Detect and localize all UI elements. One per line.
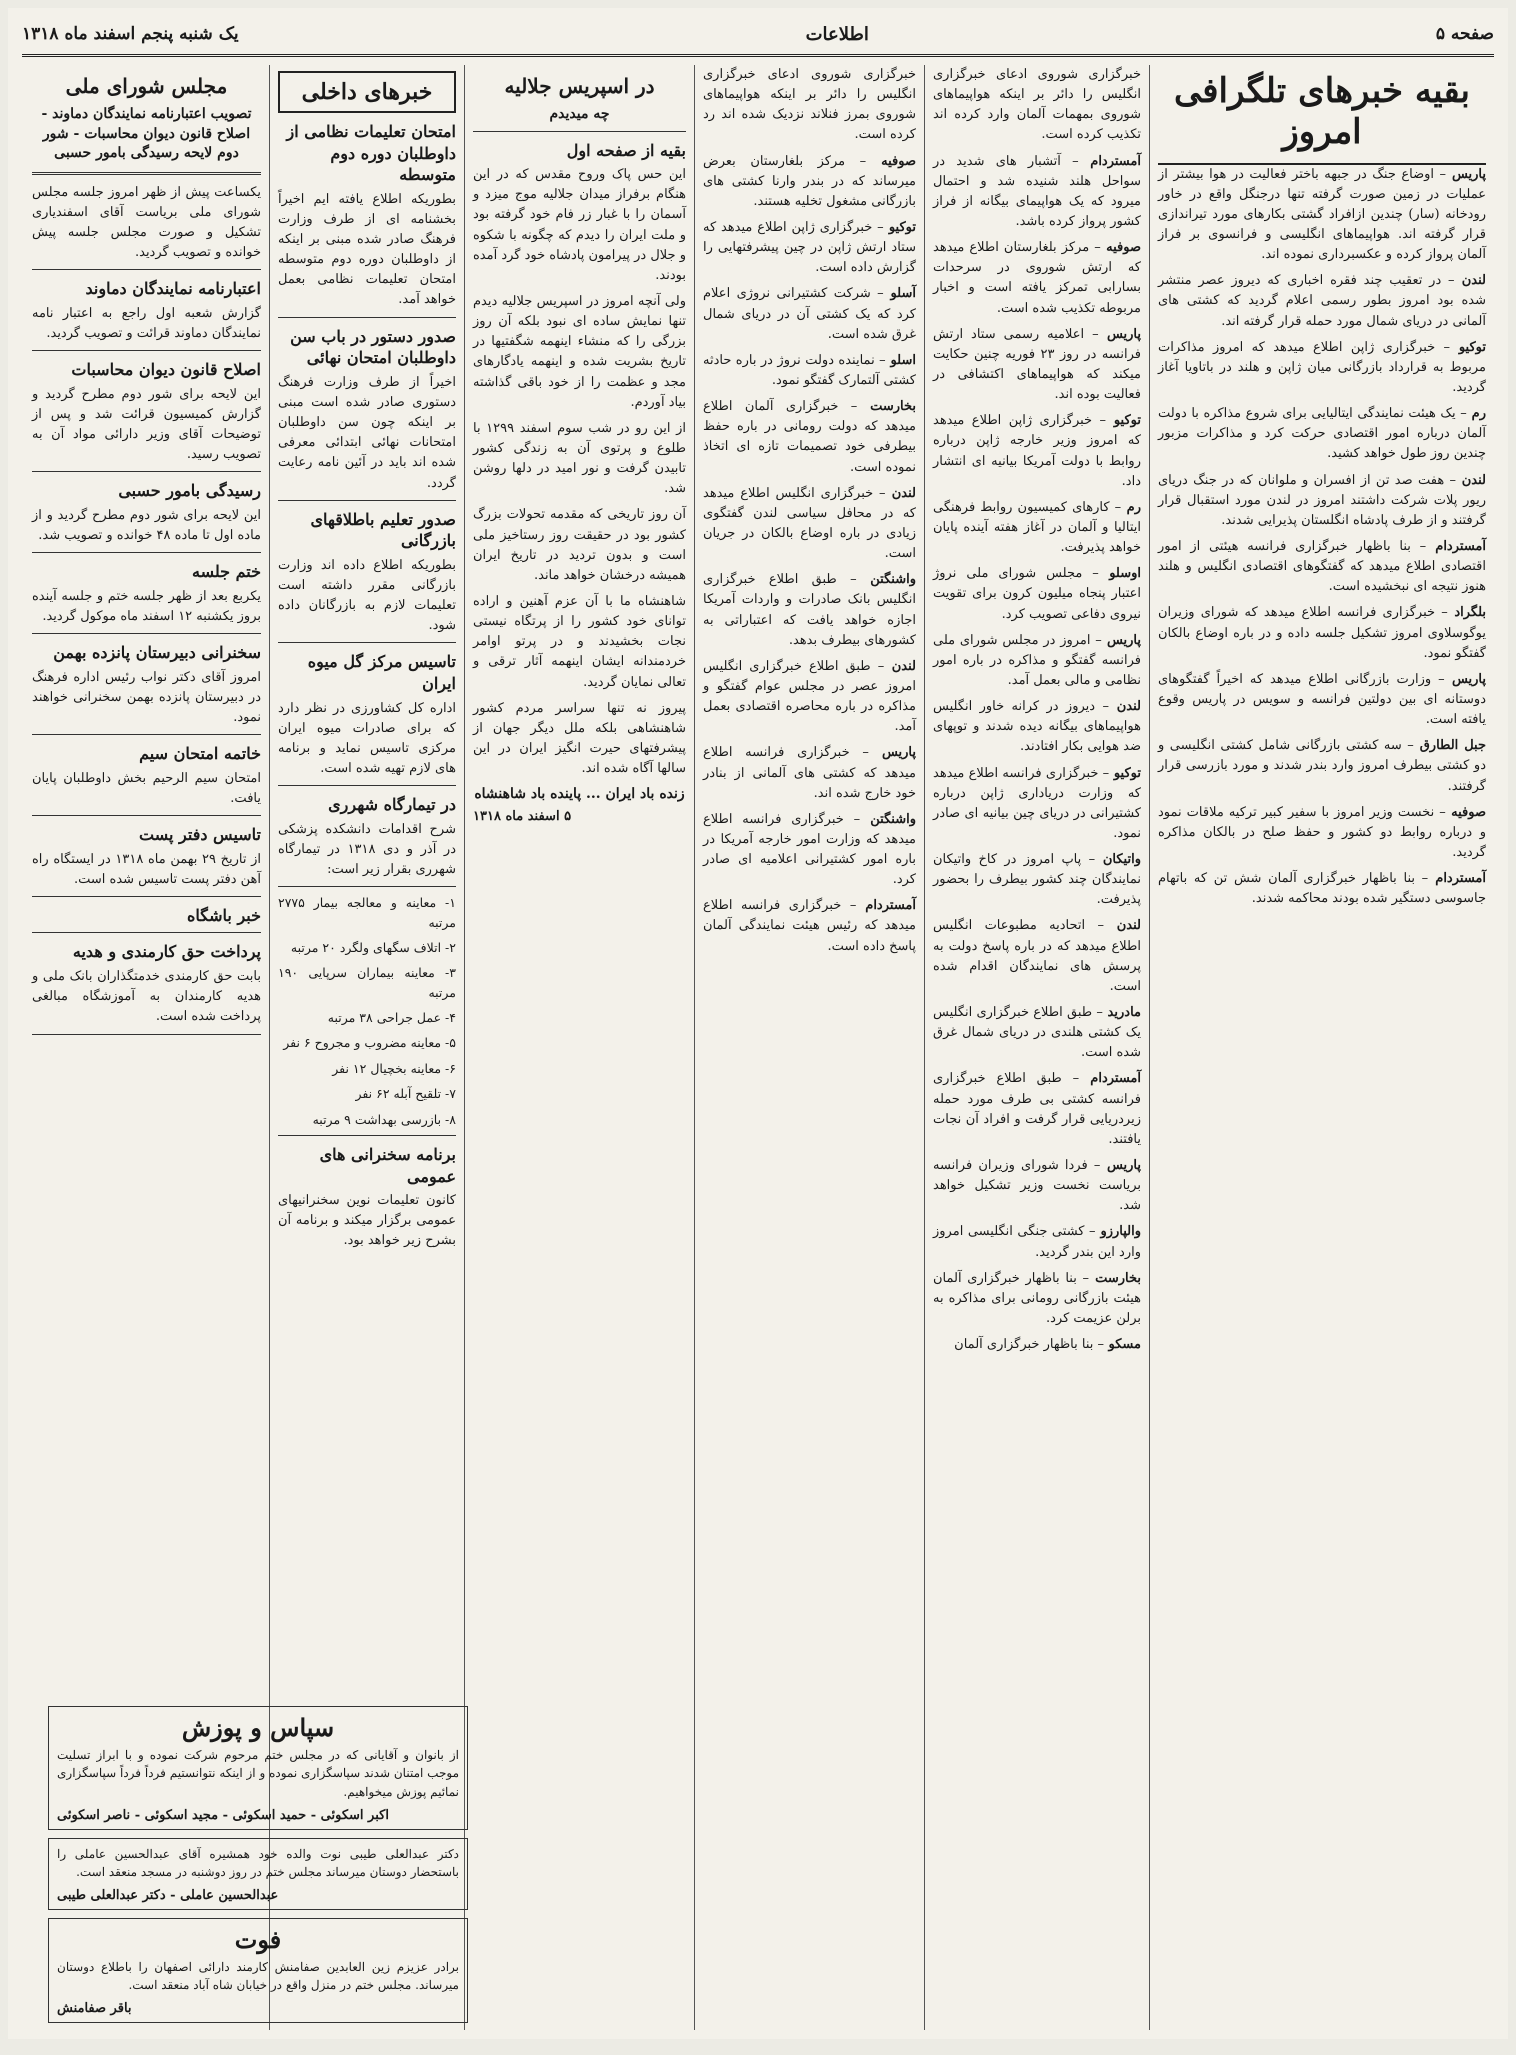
news-text: – اتحادیه مطبوعات انگلیس اطلاع میدهد که در باره پاسخ دولت به پرسش های نمایندگان اقدام شده است. bbox=[933, 918, 1141, 994]
news-text: – خبرگزاری فرانسه اطلاع میدهد که وزارت امور خارجه آمریکا در باره امور کشتیرانی اعلامیه ای صادر کرد. bbox=[703, 811, 916, 888]
news-text: – پاپ امروز در کاخ واتیکان نمایندگان چند کشور بیطرف را بحضور پذیرفت. bbox=[933, 852, 1141, 908]
news-text: – آتشبار های شدید در سواحل هلند شنیده شد و احتمال میرود که یک هواپیمای بیگانه از فراز کشور پرواز کرده باشد. bbox=[933, 153, 1141, 229]
news-item bbox=[933, 1335, 1141, 1355]
report-line: ۴- عمل جراحی ۳۸ مرتبه bbox=[327, 1010, 456, 1026]
dateline: صوفیه bbox=[1445, 804, 1486, 820]
news-text: – مرکز بلغارستان اطلاع میدهد که ارتش شوروی در سرحدات بسارابی تمرکز یافته است و اخبار مربوطه تکذیب شده است. bbox=[933, 240, 1141, 316]
news-item bbox=[933, 764, 1141, 845]
news-text: – اوضاع جنگ در جبهه باختر فعالیت در هوا بیشتر از عملیات در زمین صورت گرفته تنها درجنگل واقع در خاور رودخانه (سار) چندین ازافراد گشتی بکارهای مورد تیراندازی قرار گرفته اند. هواپیماهای انگلیسی و فرانسوی بر فراز آلمان پرواز کرده و عکسبرداری نموده اند. bbox=[1158, 166, 1486, 263]
news-item bbox=[703, 397, 916, 478]
news-text: – خبرگزاری فرانسه اطلاع میدهد که شورای وزیران یوگوسلاوی امروز تشکیل جلسه داده و در باره اوضاع بالکان گفتگو نمود. bbox=[1158, 605, 1486, 661]
editorial-title: در اسپریس جلالیه bbox=[504, 74, 655, 98]
section-text: اداره کل کشاورزی در نظر دارد که برای صادرات میوه ایران مرکزی تاسیس نماید و برنامه های لازم تهیه شده است. bbox=[278, 700, 456, 777]
notice-text: از بانوان و آقایانی که در مجلس ختم مرحوم شرکت نموده و با ابراز تسلیت موجب امتنان شدند سپاسگزاری نموده و از اینکه نتوانستیم فرداً فرداً سپاسگزاری نمائیم پوزش میخواهیم. bbox=[57, 1747, 459, 1800]
news-text: – شرکت کشتیرانی نروژی اعلام کرد که یک کشتی آن در دریای شمال غرق شده است. bbox=[703, 286, 916, 342]
section-text: اخیراً از طرف وزارت فرهنگ دستوری صادر شده است مبنی بر اینکه چون سن داوطلبان امتحانات نهائی ابتدائی معرفی شده اند باید در آئین نامه رعایت گردد. bbox=[278, 374, 456, 491]
section-text: از تاریخ ۲۹ بهمن ماه ۱۳۱۸ در ایستگاه راه آهن دفتر پست تاسیس شده است. bbox=[32, 851, 261, 887]
news-item bbox=[933, 1269, 1141, 1329]
divider bbox=[278, 886, 456, 887]
news-text: – امروز در مجلس شورای ملی فرانسه گفتگو و مذاکره در باره امور نظامی و مالی بعمل آمد. bbox=[933, 632, 1141, 688]
section-heading: پرداخت حق کارمندی و هدیه bbox=[72, 942, 261, 962]
column-news-2 bbox=[924, 65, 1149, 2030]
section-heading: صدور دستور در باب سن داوطلبان امتحان نهائی bbox=[290, 326, 456, 368]
news-text: – خبرگزاری فرانسه اطلاع میدهد که وزارت دریاداری ژاپن درباره کشتیرانی در دریای چین بیانیه ای صادر نمود. bbox=[933, 765, 1141, 841]
dateline: لندن bbox=[884, 658, 916, 674]
news-item bbox=[1158, 271, 1486, 331]
dateline: پاریس bbox=[1444, 671, 1486, 687]
news-text: – خبرگزاری ژاپن اطلاع میدهد که امروز مذاکرات مربوط به قرارداد بازرگانی میان ژاپن و هلند در باتاویا آغاز گردید. bbox=[1158, 339, 1486, 395]
news-item bbox=[933, 65, 1141, 146]
dateline: آمستردام bbox=[1079, 1071, 1141, 1087]
section-text: یکساعت پیش از ظهر امروز جلسه مجلس شورای ملی بریاست آقای اسفندیاری تشکیل و صورت مجلس جلسه پیش خوانده و تصویب گردید. bbox=[32, 184, 261, 261]
news-item bbox=[933, 1222, 1141, 1262]
news-items-3 bbox=[703, 65, 916, 957]
news-text: – سه کشتی بازرگانی شامل کشتی انگلیسی و دو کشتی بیطرف امروز وارد بندر شدند و مورد بازرسی قرار گرفتند. bbox=[1158, 738, 1486, 794]
news-text: – خبرگزاری فرانسه اطلاع میدهد که رئیس هیئت نمایندگی آلمان پاسخ داده است. bbox=[703, 898, 916, 954]
news-item bbox=[703, 218, 916, 278]
news-text: – طبق اطلاع خبرگزاری انگلیس امروز عصر در مجلس عوام گفتگو و مذاکره در باره محاصره اقتصادی بعمل آمد. bbox=[703, 658, 916, 735]
dateline: پاریس bbox=[868, 745, 916, 761]
divider bbox=[278, 1135, 456, 1136]
news-text: – در تعقیب چند فقره اخباری که دیروز عصر منتشر شده بود امروز بطور رسمی اعلام گردید که کشتی های آلمانی در دریای شمال مورد حمله قرار گرفته اند. bbox=[1158, 273, 1486, 329]
news-text: – بنا باظهار خبرگزاری آلمان شش تن که باتهام جاسوسی دستگیر شده بودند محاکمه شدند. bbox=[1158, 871, 1486, 907]
news-item bbox=[703, 152, 916, 212]
news-item bbox=[703, 65, 916, 146]
dateline: توکیو bbox=[1450, 339, 1486, 355]
news-text: – کارهای کمیسیون روابط فرهنگی ایتالیا و آلمان در آغاز هفته آینده پایان خواهد پذیرفت. bbox=[933, 499, 1141, 556]
editorial-subtitle: چه میدیدم bbox=[549, 106, 610, 122]
report-line: ۲- اتلاف سگهای ولگرد ۲۰ مرتبه bbox=[290, 939, 456, 955]
divider bbox=[278, 642, 456, 643]
divider bbox=[278, 785, 456, 786]
editorial-paragraph: از این رو در شب سوم اسفند ۱۲۹۹ با طلوع و پرتوی آن به زندگی کشور تابیدن گرفت و نور امید در دلها روشن شد. bbox=[473, 420, 686, 497]
news-text: – بنا باظهار خبرگزاری فرانسه هیئتی از امور اقتصادی اطلاع میدهد که گفتگوهای اقتصادی انگلیس و هلند هنوز نتیجه ای نبخشیده است. bbox=[1158, 538, 1486, 595]
divider bbox=[32, 932, 261, 933]
report-line: ۳- معاینه بیماران سرپایی ۱۹۰ مرتبه bbox=[278, 965, 456, 1000]
news-item bbox=[933, 916, 1141, 997]
report-line: ۵- معاینه مضروب و مجروح ۶ نفر bbox=[283, 1035, 456, 1051]
news-text: – فردا شورای وزیران فرانسه بریاست نخست وزیر تشکیل خواهد شد. bbox=[933, 1158, 1141, 1214]
editorial-signature: ۵ اسفند ماه ۱۳۱۸ bbox=[473, 808, 572, 824]
news-text: – طبق اطلاع خبرگزاری فرانسه کشتی بی طرف مورد حمله زیردریایی قرار گرفت و افراد آن نجات یافتند. bbox=[933, 1071, 1141, 1147]
editorial-paragraph: آن روز تاریخی که مقدمه تحولات بزرگ کشور بود در حقیقت روز رستاخیز ملی است و بدون تردید در تاریخ ایران همیشه درخشان خواهد ماند. bbox=[473, 507, 686, 583]
dateline: صوفیه bbox=[866, 153, 916, 169]
news-item bbox=[1158, 603, 1486, 663]
issue-date: یک شنبه پنجم اسفند ماه ۱۳۱۸ bbox=[22, 24, 239, 44]
dateline: آسلو bbox=[883, 286, 916, 302]
news-item bbox=[703, 657, 916, 738]
section-text: امروز آقای دکتر نواب رئیس اداره فرهنگ در دبیرستان پانزده بهمن سخنرانی خواهند نمود. bbox=[32, 669, 261, 725]
news-text: – خبرگزاری آلمان اطلاع میدهد که دولت رومانی در باره حفظ بیطرفی خود تصمیمات تازه ای اتخاذ نموده است. bbox=[703, 399, 916, 475]
dateline: پاریس bbox=[1098, 326, 1141, 342]
news-item bbox=[1158, 471, 1486, 531]
masthead bbox=[22, 14, 1494, 57]
news-text: – نخست وزیر امروز با سفیر کبیر ترکیه ملاقات نمود و درباره روابط دو کشور و حفظ صلح در بالکان مذاکره گردید. bbox=[1158, 804, 1486, 860]
page-number: صفحه ۵ bbox=[1435, 24, 1494, 44]
parliament-sections bbox=[32, 183, 261, 1035]
domestic-sections bbox=[278, 121, 456, 887]
section-heading: ختم جلسه bbox=[192, 562, 261, 582]
dateline: لندن bbox=[1103, 918, 1141, 934]
dateline: آمستردام bbox=[856, 898, 916, 914]
dateline: لندن bbox=[1108, 699, 1141, 715]
report-line: ۷- تلقیح آبله ۶۲ نفر bbox=[355, 1086, 456, 1102]
notices-area bbox=[48, 1706, 468, 2031]
news-text: – نماینده دولت نروژ در باره حادثه کشتی آلتمارک گفتگو نمود. bbox=[703, 352, 916, 388]
news-text: – مرکز بلغارستان بعرض میرساند که در بندر وارنا کشتی های بازرگانی مشغول تخلیه هستند. bbox=[703, 153, 916, 209]
news-item bbox=[1158, 869, 1486, 909]
news-item bbox=[1158, 670, 1486, 730]
editorial-paragraph: ولی آنچه امروز در اسپریس جلالیه دیدم تنها نمایش ساده ای نبود بلکه آن روز بزرگی را که منشاء اینهمه شگفتیها در تاریخ بشریت شده و اینهمه یادگارهای مجد و عظمت را از خود باقی گذاشته بیاد آوردم. bbox=[473, 294, 686, 410]
news-item bbox=[933, 564, 1141, 624]
divider bbox=[32, 1034, 261, 1035]
dateline: والپارزو bbox=[1095, 1224, 1142, 1240]
news-text: – خبرگزاری ژاپن اطلاع میدهد که ستاد ارتش ژاپن در چین پیشرفتهایی را گزارش داده است. bbox=[703, 219, 916, 276]
dateline: آمستردام bbox=[1078, 153, 1141, 169]
editorial-paragraph: پیروز نه تنها سراسر مردم کشور شاهنشاهی بلکه ملل دیگر جهان از پیشرفتهای حیرت انگیز ایران در این سالها آگاه شده اند. bbox=[473, 700, 686, 777]
news-item bbox=[933, 850, 1141, 910]
news-text: – دیروز در کرانه خاور انگلیس هواپیماهای بیگانه دیده شدند و توپهای ضد هوایی بکار افتادند. bbox=[933, 699, 1141, 755]
dateline: پاریس bbox=[1101, 632, 1142, 648]
news-item bbox=[1158, 165, 1486, 266]
parliament-lead: تصویب اعتبارنامه نمایندگان دماوند - اصلاح قانون دیوان محاسبات - شور دوم لایحه رسیدگی بامور حسبی bbox=[41, 106, 252, 162]
dateline: لندن bbox=[885, 485, 916, 501]
clinic-report-list bbox=[278, 893, 456, 1129]
dateline: واشنگتن bbox=[860, 811, 916, 827]
dateline: پاریس bbox=[1100, 1158, 1141, 1174]
dateline: واتیکان bbox=[1095, 852, 1141, 868]
notice-text: دکتر عبدالعلی طیبی نوت والده خود همشیره آقای عبدالحسین عاملی را باستحضار دوستان میرساند مجلس ختم در روز دوشنبه در مسجد منعقد است. bbox=[57, 1846, 459, 1880]
notice-text: برادر عزیزم زین العابدین صفامنش کارمند دارائی اصفهان را باطلاع دوستان میرساند. مجلس ختم در منزل واقع در خیابان شاه آباد منعقد است. bbox=[57, 1959, 459, 1993]
divider bbox=[32, 471, 261, 472]
banner-headline: بقیه خبرهای تلگرافی امروز bbox=[1158, 65, 1486, 165]
section-text: این لایحه برای شور دوم مطرح گردید و از ماده اول تا ماده ۴۸ خوانده و تصویب شد. bbox=[32, 507, 261, 544]
dateline: پاریس bbox=[1446, 166, 1487, 182]
editorial-paragraph: شاهنشاه ما با آن عزم آهنین و اراده توانای خود کشور را از پرتگاه نیستی نجات بخشیدند و در پرتو اوامر خردمندانه ایشان اینهمه آثار ترقی و تعالی نمایان گردید. bbox=[473, 594, 686, 690]
section-text: بابت حق کارمندی خدمتگذاران بانک ملی و هدیه کارمندان به آموزشگاه مبالغی پرداخت شده است. bbox=[32, 969, 261, 1025]
news-item bbox=[933, 1003, 1141, 1063]
news-item bbox=[703, 484, 916, 565]
news-item bbox=[1158, 803, 1486, 863]
dateline: اسلو bbox=[885, 352, 916, 368]
notice-title: سپاس و پوزش bbox=[181, 1712, 335, 1742]
section-heading: تاسیس دفتر پست bbox=[139, 825, 261, 845]
news-text: خبرگزاری شوروی ادعای خبرگزاری انگلیس را دائر بر اینکه هواپیماهای شوروی بمرز فنلاند نزدیک شده اند رد کرده است. bbox=[703, 67, 916, 143]
section-heading: در تیمارگاه شهرری bbox=[328, 795, 456, 815]
news-item bbox=[933, 238, 1141, 319]
dateline: جبل الطارق bbox=[1413, 738, 1486, 754]
notice-box bbox=[48, 1838, 468, 1910]
divider bbox=[278, 317, 456, 318]
dateline: توکیو bbox=[883, 219, 916, 235]
section-heading: تاسیس مرکز گل میوه ایران bbox=[307, 652, 456, 693]
news-item bbox=[933, 498, 1141, 558]
section-text: امتحان سیم الرحیم بخش داوطلبان پایان یافت. bbox=[32, 770, 261, 806]
section-heading: رسیدگی بامور حسبی bbox=[118, 481, 261, 501]
divider bbox=[32, 552, 261, 553]
report-line: ۸- بازرسی بهداشت ۹ مرتبه bbox=[312, 1111, 456, 1127]
section-text: گزارش شعبه اول راجع به اعتبار نامه نمایندگان دماوند قرائت و تصویب گردید. bbox=[32, 305, 261, 342]
lectures-heading: برنامه سخنرانی های عمومی bbox=[319, 1144, 456, 1186]
section-heading: اعتبارنامه نمایندگان دماوند bbox=[85, 279, 261, 299]
news-items-2 bbox=[933, 65, 1141, 1355]
news-text: – خبرگزاری ژاپن اطلاع میدهد که امروز وزیر خارجه ژاپن درباره روابط با دولت آمریکا بیانیه ای انتشار داد. bbox=[933, 413, 1141, 489]
news-item bbox=[933, 325, 1141, 406]
dateline: مادرید bbox=[1102, 1005, 1141, 1021]
dateline: بخارست bbox=[857, 399, 917, 415]
editorial-body bbox=[473, 165, 686, 779]
news-text: – هفت صد تن از افسران و ملوانان که در جنگ دریای ریور پلات شرکت داشتند امروز در لندن مورد استقبال قرار گرفتند و از طرف پادشاه انگلستان پذیرایی شدند. bbox=[1158, 472, 1486, 528]
section-text: بطوریکه اطلاع یافته ایم اخیراً بخشنامه ای از طرف وزارت فرهنگ صادر شده مبنی بر اینکه از داوطلبان دوره دوم متوسطه امتحان تعلیمات نظامی بعمل خواهد آمد. bbox=[278, 191, 456, 308]
news-text: – کشتی جنگی انگلیسی امروز وارد این بندر گردید. bbox=[933, 1224, 1141, 1260]
dateline: صوفیه bbox=[1100, 240, 1141, 256]
dateline: آمستردام bbox=[1426, 538, 1486, 554]
dateline: مسکو bbox=[1104, 1337, 1141, 1353]
dateline: لندن bbox=[1456, 472, 1486, 488]
dateline: واشنگتن bbox=[856, 572, 916, 588]
news-text: – وزارت بازرگانی اطلاع میدهد که اخیراً گفتگوهای دوستانه ای بین دولتین فرانسه و سویس در پاریس وقوع یافته است. bbox=[1158, 671, 1486, 728]
divider bbox=[32, 815, 261, 816]
section-text: یکربع بعد از ظهر جلسه ختم و جلسه آینده بروز یکشنبه ۱۲ اسفند ماه موکول گردید. bbox=[32, 588, 261, 624]
report-line: ۱- معاینه و معالجه بیمار ۲۷۷۵ مرتبه bbox=[278, 895, 456, 930]
news-text: – بنا باظهار خبرگزاری آلمان هیئت بازرگانی رومانی برای مذاکره به برلن عزیمت کرد. bbox=[933, 1270, 1141, 1327]
domestic-news-header: خبرهای داخلی bbox=[278, 71, 456, 113]
dateline: آمستردام bbox=[1428, 871, 1486, 887]
section-heading: خاتمه امتحان سیم bbox=[139, 744, 261, 764]
dateline: رم bbox=[1466, 406, 1486, 422]
notice-signature: اکبر اسکوئی - حمید اسکوئی - مجید اسکوئی - ناصر اسکوئی bbox=[57, 1807, 389, 1823]
section-text: این لایحه برای شور دوم مطرح گردید و گزارش کمیسیون قرائت شد و پس از توضیحات آقای وزیر دارائی مواد آن به تصویب رسید. bbox=[32, 386, 261, 463]
news-item bbox=[1158, 537, 1486, 597]
news-item bbox=[933, 1069, 1141, 1150]
telegraph-items bbox=[1158, 165, 1486, 910]
parliament-header: مجلس شورای ملی bbox=[65, 74, 228, 98]
news-item bbox=[933, 1156, 1141, 1216]
paper-name: اطلاعات bbox=[805, 23, 869, 45]
news-text: خبرگزاری شوروی ادعای خبرگزاری انگلیس را دائر بر اینکه هواپیماهای شوروی بمهمات آلمان وارد کرده اند تکذیب کرده است. bbox=[933, 67, 1141, 143]
notice-box bbox=[48, 1918, 468, 2023]
section-heading: خبر باشگاه bbox=[187, 905, 261, 925]
dateline: اوسلو bbox=[1098, 566, 1141, 582]
divider bbox=[278, 500, 456, 501]
news-item bbox=[703, 896, 916, 956]
section-heading: سخنرانی دبیرستان پانزده بهمن bbox=[53, 643, 261, 663]
news-item bbox=[1158, 404, 1486, 464]
news-text: – طبق اطلاع خبرگزاری انگلیس یک کشتی هلندی در دریای شمال غرق شده است. bbox=[933, 1005, 1141, 1061]
notice-box bbox=[48, 1706, 468, 1830]
dateline: توکیو bbox=[1109, 765, 1141, 781]
news-item bbox=[1158, 338, 1486, 398]
dateline: توکیو bbox=[1106, 413, 1141, 429]
divider bbox=[32, 633, 261, 634]
dateline: بخارست bbox=[1089, 1270, 1142, 1286]
column-telegraph-news bbox=[1149, 65, 1494, 2030]
divider bbox=[32, 269, 261, 270]
news-text: – مجلس شورای ملی نروژ اعتبار پنجاه میلیون کرون برای تقویت نیروی دفاعی تصویب کرد. bbox=[933, 566, 1141, 622]
dateline: لندن bbox=[1454, 273, 1487, 289]
news-item bbox=[703, 351, 916, 391]
news-text: – خبرگزاری انگلیس اطلاع میدهد که در محافل سیاسی لندن گفتگوی زیادی در باره اوضاع بالکان در جریان است. bbox=[703, 485, 916, 562]
notice-signature: عبدالحسین عاملی - دکتر عبدالعلی طیبی bbox=[57, 1887, 279, 1903]
divider bbox=[32, 350, 261, 351]
news-text: – بنا باظهار خبرگزاری آلمان bbox=[954, 1337, 1105, 1353]
column-editorial bbox=[464, 65, 694, 2030]
report-line: ۶- معاینه بخچیال ۱۲ نفر bbox=[332, 1060, 456, 1076]
news-text: – اعلامیه رسمی ستاد ارتش فرانسه در روز ۲۳ فوریه چنین حکایت میکند که هواپیماهای اکتشافی در فعالیت بوده اند. bbox=[933, 326, 1142, 403]
news-item bbox=[933, 631, 1141, 691]
column-news-3 bbox=[694, 65, 924, 2030]
divider bbox=[473, 131, 686, 132]
news-text: – یک هیئت نمایندگی ایتالیایی برای شروع مذاکره با دولت آلمان درباره امور اقتصادی حرکت کرد و مذاکرات مزبور چندین روز طول خواهد کشید. bbox=[1158, 406, 1486, 462]
section-heading: صدور تعلیم باطلاقهای بازرگانی bbox=[310, 509, 456, 551]
news-item bbox=[703, 284, 916, 344]
section-heading: امتحان تعلیمات نظامی از داوطلبان دوره دوم متوسطه bbox=[286, 122, 456, 185]
news-item bbox=[703, 743, 916, 803]
editorial-paragraph: این حس پاک وروح مقدس که در این هنگام برفراز میدان جلالیه موج میزد و آسمان را با غبار زر فام خود گرفته بود و ملت ایران را دیدم که چگونه با شکوه و جلال در پیرامون پادشاه خود گرد آمده بودند. bbox=[473, 167, 686, 283]
dateline: رم bbox=[1121, 499, 1141, 515]
section-heading: اصلاح قانون دیوان محاسبات bbox=[71, 360, 261, 380]
news-item bbox=[1158, 736, 1486, 796]
news-item bbox=[703, 810, 916, 891]
dateline: بلگراد bbox=[1447, 605, 1487, 621]
notice-signature: باقر صفامنش bbox=[57, 2001, 132, 2016]
editorial-closing: زنده باد ایران ... پاینده باد شاهنشاه bbox=[474, 786, 685, 803]
section-text: بطوریکه اطلاع داده اند وزارت بازرگانی مقرر داشته است تعلیمات لازم به بازرگانان داده شود. bbox=[278, 557, 456, 634]
news-item bbox=[933, 697, 1141, 757]
divider bbox=[32, 896, 261, 897]
divider bbox=[32, 734, 261, 735]
news-item bbox=[933, 152, 1141, 233]
news-text: – خبرگزاری فرانسه اطلاع میدهد که کشتی های آلمانی از بنادر خود خارج شده اند. bbox=[703, 745, 916, 801]
news-item bbox=[933, 411, 1141, 492]
notice-title: فوت bbox=[234, 1924, 282, 1954]
section-text: شرح اقدامات دانشکده پزشکی در آذر و دی ۱۳۱۸ در تیمارگاه شهرری بقرار زیر است: bbox=[278, 821, 456, 878]
newspaper-page bbox=[8, 8, 1508, 2039]
divider bbox=[32, 172, 261, 175]
news-text: – طبق اطلاع خبرگزاری انگلیس بانک صادرات و واردات آمریکا اجازه خواهد یافت که اعتباراتی به کشورهای بیطرف بدهد. bbox=[703, 572, 916, 648]
news-item bbox=[703, 570, 916, 651]
continuation-note: بقیه از صفحه اول bbox=[566, 140, 686, 160]
lectures-text: کانون تعلیمات نوین سخنرانیهای عمومی برگزار میکند و برنامه آن بشرح زیر خواهد بود. bbox=[278, 1193, 456, 1249]
